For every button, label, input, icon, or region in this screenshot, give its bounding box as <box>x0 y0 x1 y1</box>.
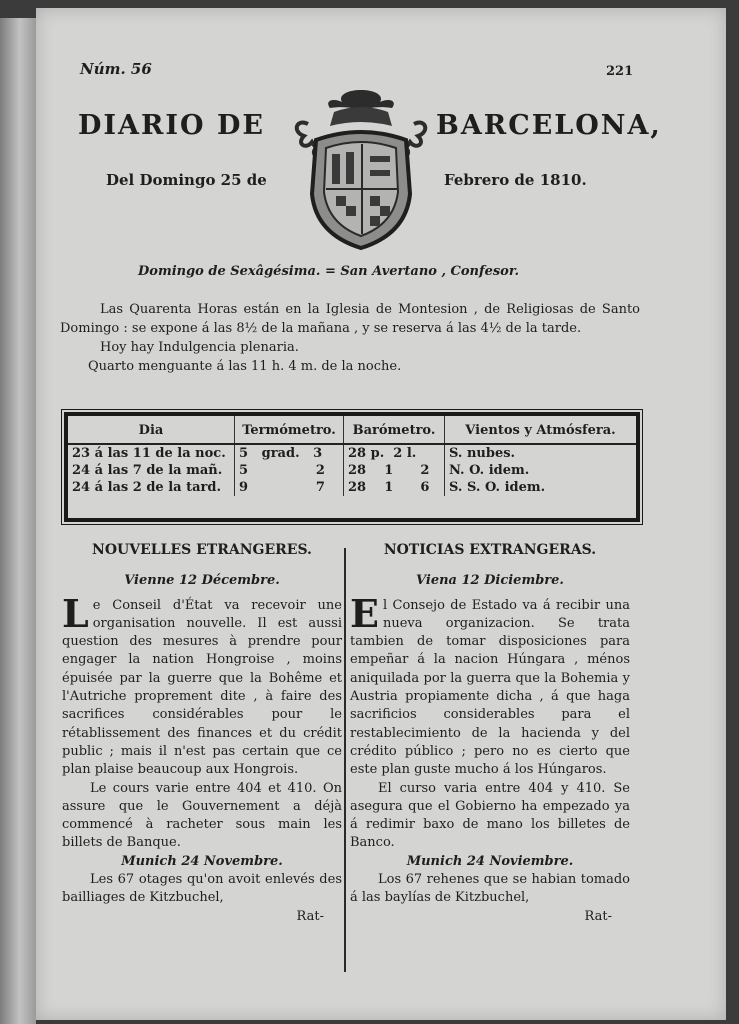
adjacent-page-edge <box>0 18 36 1024</box>
header-dia: Dia <box>68 416 235 444</box>
dateline-place: Vienne 12 Décembre. <box>124 573 280 589</box>
notice-forty-hours: Las Quarenta Horas están en la Iglesia de Montesion , de Religiosas de Santo Domingo : se expone á las 8½ de la mañana , y se reserva á las 4½ de la tarde. <box>60 302 640 336</box>
cell-termometro: 5 2 <box>235 462 344 479</box>
cell-termometro: 5 grad. 3 <box>235 444 344 462</box>
date-right: Febrero de 1810. <box>444 171 587 189</box>
newspaper-page <box>36 8 726 1020</box>
cell-dia: 23 á las 11 de la noc. <box>68 444 235 462</box>
column-french <box>62 541 342 926</box>
masthead-left: DIARIO DE <box>78 110 265 141</box>
cell-termometro: 9 7 <box>235 479 344 496</box>
article-paragraph: El Consejo de Estado va á recibir una nueva organizacion. Se trata tambien de tomar disposiciones para empeñar á la nacion Húngara , ménos aniquilada por la guerra que la Bohemia y Austria propiamente dicha , á que haga sacrificios considerables para el restablecimiento de la hacienda y del crédito público ; pero no es cierto que este plan guste mucho á los Húngaros. <box>350 590 630 778</box>
cell-vientos: S. S. O. idem. <box>449 480 546 495</box>
notice-indulgence: Hoy hay Indulgencia plenaria. <box>100 340 299 355</box>
notice-moon-phase: Quarto menguante á las 11 h. 4 m. de la noche. <box>88 359 402 374</box>
masthead-right: BARCELONA, <box>436 110 662 141</box>
header-barometro: Barómetro. <box>344 416 445 444</box>
page-number: 221 <box>606 64 634 79</box>
cell-barometro: 28 1 6 <box>344 479 445 496</box>
column-divider <box>344 548 346 972</box>
coat-of-arms-icon <box>286 84 436 254</box>
header-termometro: Termómetro. <box>235 416 344 444</box>
dateline-place: Munich 24 Novembre. <box>121 853 283 869</box>
drop-cap: L <box>62 590 89 636</box>
article-paragraph: Los 67 rehenes que se habian tomado á las baylías de Kitzbuchel, <box>350 872 630 906</box>
cell-dia: 24 á las 2 de la tard. <box>68 479 235 496</box>
catchword: Rat- <box>584 908 612 924</box>
date-left: Del Domingo 25 de <box>106 171 267 189</box>
cell-vientos: N. O. idem. <box>449 463 530 478</box>
article-paragraph: Le Conseil d'État va recevoir une organisation nouvelle. Il est aussi question des mesures à prendre pour engager la nation Hongroise , moins épuisée par la guerre que la Bohême et l'Autriche proprement dite , à faire des sacrifices considérables pour le rétablissement des finances et du crédit public ; mais il n'est pas certain que ce plan plaise beaucoup aux Hongrois. <box>62 590 342 778</box>
table-row <box>68 462 636 479</box>
weather-table <box>64 412 640 522</box>
notices <box>60 300 640 376</box>
dateline-place: Munich 24 Noviembre. <box>406 853 574 869</box>
article-paragraph: El curso varia entre 404 y 410. Se asegura que el Gobierno ha empezado ya á redimir baxo de mano los billetes de Banco. <box>350 780 630 851</box>
column-heading: NOUVELLES ETRANGERES. <box>92 542 312 558</box>
header-vientos: Vientos y Atmósfera. <box>445 416 637 444</box>
dateline-place: Viena 12 Diciembre. <box>416 573 564 589</box>
cell-barometro: 28 p. 2 l. <box>344 444 445 462</box>
saint-of-day: Domingo de Sexâgésima. = San Avertano , Confesor. <box>138 264 520 279</box>
catchword: Rat- <box>296 908 324 924</box>
article-paragraph: Les 67 otages qu'on avoit enlevés des bailliages de Kitzbuchel, <box>62 872 342 906</box>
cell-barometro: 28 1 2 <box>344 462 445 479</box>
cell-vientos: S. nubes. <box>449 446 516 461</box>
drop-cap: E <box>350 590 379 636</box>
column-heading: NOTICIAS EXTRANGERAS. <box>383 542 597 558</box>
column-spanish <box>350 541 630 926</box>
article-paragraph: Le cours varie entre 404 et 410. On assure que le Gouvernement a déjà commencé à racheter sous main les billets de Banque. <box>62 780 342 851</box>
table-row <box>68 479 636 496</box>
issue-number: Núm. 56 <box>80 60 152 78</box>
table-row <box>68 444 636 462</box>
cell-dia: 24 á las 7 de la mañ. <box>68 462 235 479</box>
